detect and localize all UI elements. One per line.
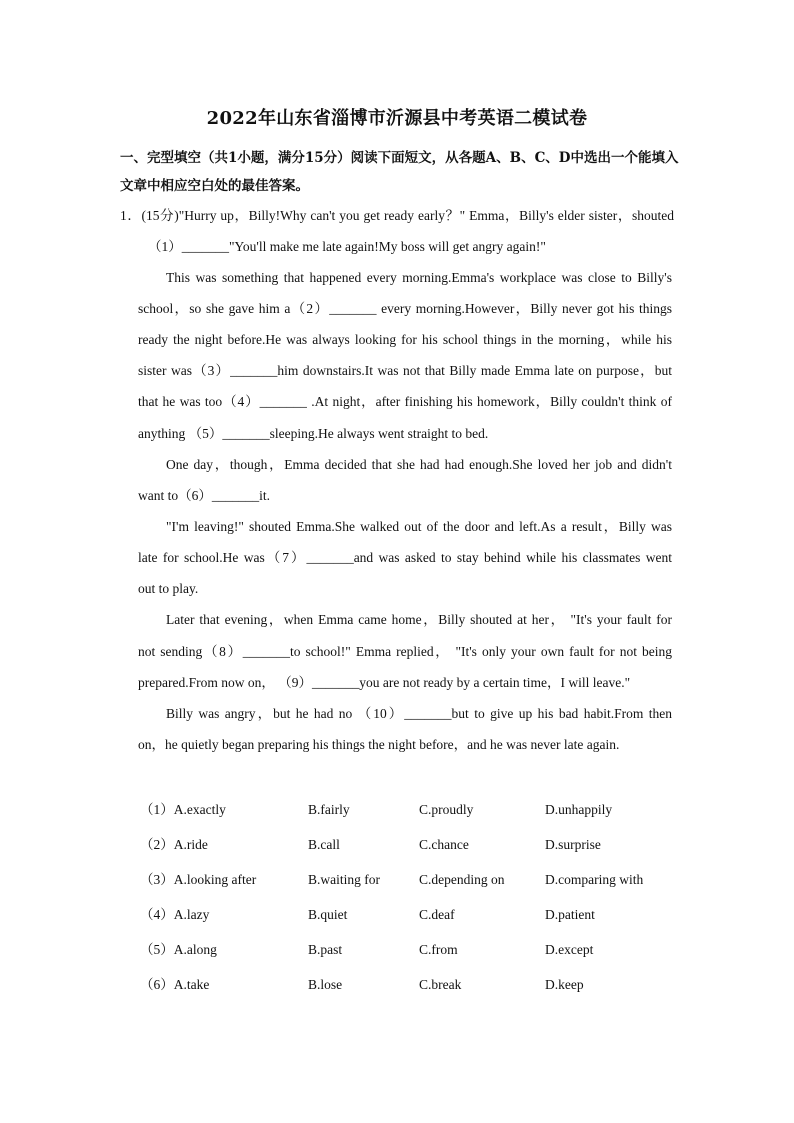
passage-line: not sending（8）_______to school!" Emma replied， "It's only your own fault for not being [138,644,672,659]
passage-line: ready the night before.He was always looking for his school things in the morning，while his [138,332,672,347]
option-3-D: D.comparing with [545,872,644,887]
passage-line: sister was（3）_______him downstairs.It was not that Billy made Emma late on purpose，but [138,363,672,378]
option-6-D: D.keep [545,977,584,992]
option-4-C: C.deaf [419,907,455,922]
section-heading: 一、完型填空（共1小题，满分15分）阅读下面短文，从各题A、B、C、D中选出一个能填入文章中相应空白处的最佳答案。 [120,150,679,194]
passage-line: anything （5）_______sleeping.He always went straight to bed. [138,426,489,441]
option-1-A: （1）A.exactly [140,802,226,817]
passage-line: （1）_______"You'll make me late again!My boss will get angry again!" [148,239,546,254]
passage-line: Billy was angry，but he had no （10）_______but to give up his bad habit.From then [166,706,672,721]
passage-line: "I'm leaving!" shouted Emma.She walked out of the door and left.As a result，Billy was [166,519,672,534]
exam-title: 2022年山东省淄博市沂源县中考英语二模试卷 [206,108,588,129]
option-1-C: C.proudly [419,802,474,817]
option-3-C: C.depending on [419,872,505,887]
option-4-A: （4）A.lazy [140,907,210,922]
option-2-C: C.chance [419,837,469,852]
passage-line: that he was too（4）_______ .At night，after finishing his homework，Billy couldn't think of [138,394,672,409]
option-4-D: D.patient [545,907,595,922]
passage-line: 1．(15分)"Hurry up，Billy!Why can't you get ready early？" Emma，Billy's elder sister，shouted [120,208,674,223]
passage-line: Later that evening，when Emma came home，Billy shouted at her， "It's your fault for [166,612,672,627]
option-6-A: （6）A.take [140,977,210,992]
passage-line: on，he quietly began preparing his things the night before，and he was never late again. [138,737,620,752]
passage-line: One day，though，Emma decided that she had had enough.She loved her job and didn't [166,457,672,472]
option-3-A: （3）A.looking after [140,872,257,887]
option-6-B: B.lose [308,977,343,992]
option-5-D: D.except [545,942,594,957]
passage-line: out to play. [138,581,199,596]
option-2-A: （2）A.ride [140,837,208,852]
option-1-B: B.fairly [308,802,350,817]
option-5-B: B.past [308,942,343,957]
option-1-D: D.unhappily [545,802,613,817]
passage-line: This was something that happened every morning.Emma's workplace was close to Billy's [166,270,672,285]
option-6-C: C.break [419,977,462,992]
option-5-A: （5）A.along [140,942,217,957]
passage-line: late for school.He was（7）_______and was asked to stay behind while his classmates went [138,550,672,565]
option-2-D: D.surprise [545,837,601,852]
option-3-B: B.waiting for [308,872,380,887]
passage-line: school，so she gave him a（2）_______ every morning.However，Billy never got his things [138,301,672,316]
option-5-C: C.from [419,942,458,957]
option-4-B: B.quiet [308,907,348,922]
passage-line: prepared.From now on， （9）_______you are not ready by a certain time，I will leave." [138,675,631,690]
passage-line: want to（6）_______it. [138,488,270,503]
option-2-B: B.call [308,837,340,852]
